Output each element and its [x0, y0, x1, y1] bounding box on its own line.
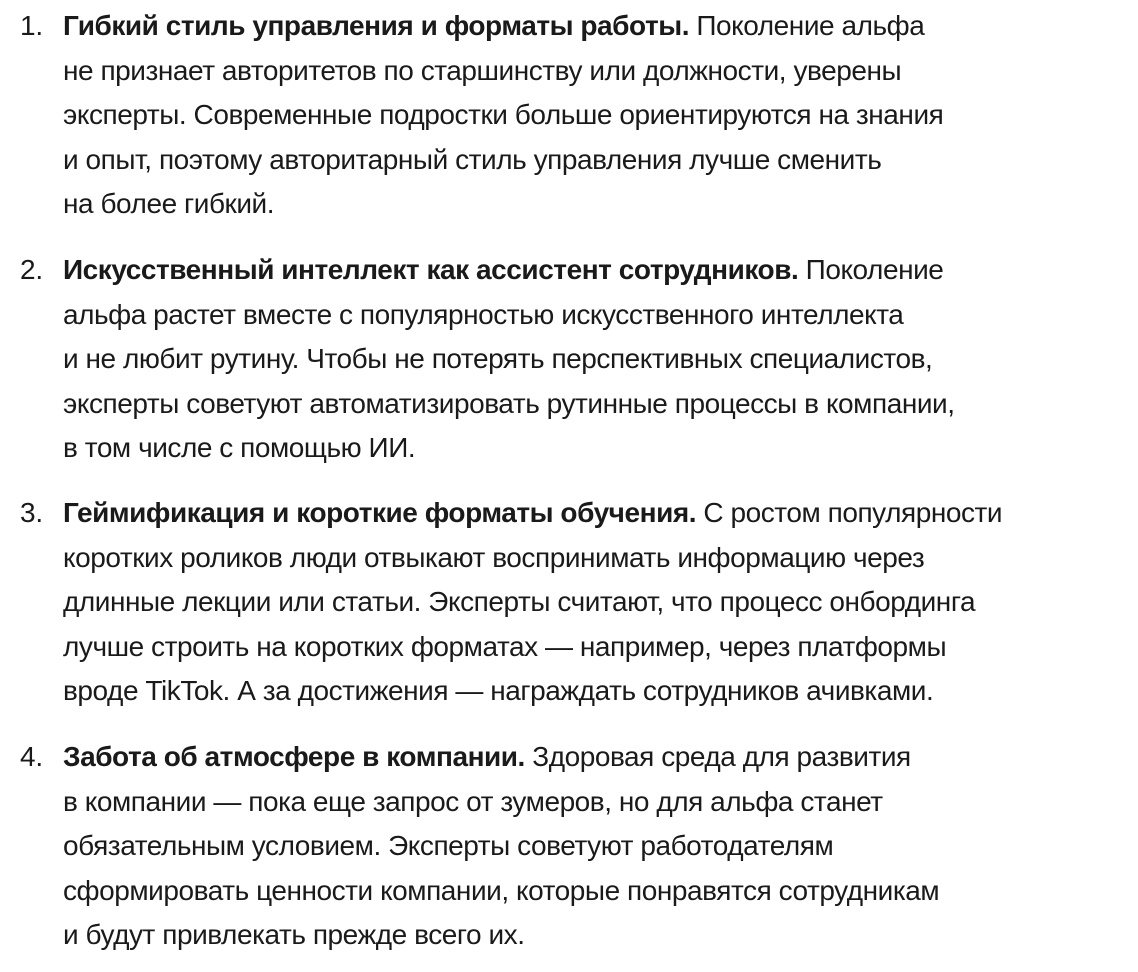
list-item-line: сформировать ценности компании, которые понравятся сотрудникам: [63, 874, 940, 906]
list-item-title: Геймификация и короткие форматы обучения.: [63, 497, 697, 528]
list-item-line: альфа растет вместе с популярностью искусственного интеллекта: [63, 298, 904, 330]
list-item-number: 3.: [20, 497, 43, 528]
list-item: [0, 4, 1138, 229]
list-item: [0, 735, 1138, 960]
list-item-line: эксперты советуют автоматизировать рутинные процессы в компании,: [63, 387, 955, 419]
list-item-first-line: [63, 491, 1002, 536]
list-item: [0, 248, 1138, 473]
list-item-text: Поколение альфа: [696, 10, 925, 41]
list-item-first-line: [63, 248, 943, 293]
list-item-line: лучше строить на коротких форматах — например, через платформы: [63, 630, 947, 662]
list-item-line: вроде TikTok. А за достижения — награждать сотрудников ачивками.: [63, 675, 934, 706]
list-item-title: Искусственный интеллект как ассистент сотрудников.: [63, 254, 799, 285]
list-item-line: не признает авторитетов по старшинству или должности, уверены: [63, 54, 902, 86]
list-item-text: Поколение: [805, 254, 944, 285]
list-item-line: и опыт, поэтому авторитарный стиль управления лучше сменить: [63, 143, 882, 175]
list-item-text: Здоровая среда для развития: [532, 741, 911, 772]
list-item-line: обязательным условием. Эксперты советуют работодателям: [63, 830, 834, 861]
list-item-line: коротких роликов люди отвыкают воспринимать информацию через: [63, 541, 925, 573]
list-item-number: 2.: [20, 254, 43, 285]
list-item-first-line: [63, 735, 911, 780]
list-item-first-line: [63, 4, 924, 49]
list-item: [0, 491, 1138, 716]
list-item-title: Гибкий стиль управления и форматы работы.: [63, 10, 690, 41]
list-item-line: эксперты. Современные подростки больше ориентируются на знания: [63, 99, 944, 130]
list-item-line: длинные лекции или статьи. Эксперты считают, что процесс онбординга: [63, 586, 976, 617]
list-item-line: и будут привлекать прежде всего их.: [63, 919, 525, 950]
list-item-line: на более гибкий.: [63, 188, 275, 219]
list-item-number: 1.: [20, 10, 43, 41]
list-item-line: и не любит рутину. Чтобы не потерять перспективных специалистов,: [63, 343, 933, 374]
list-item-number: 4.: [20, 741, 43, 772]
list-item-line: в том числе с помощью ИИ.: [63, 432, 416, 463]
list-item-text: С ростом популярности: [703, 497, 1003, 528]
list-item-title: Забота об атмосфере в компании.: [63, 741, 525, 772]
list-item-line: в компании — пока еще запрос от зумеров, но для альфа станет: [63, 785, 883, 817]
